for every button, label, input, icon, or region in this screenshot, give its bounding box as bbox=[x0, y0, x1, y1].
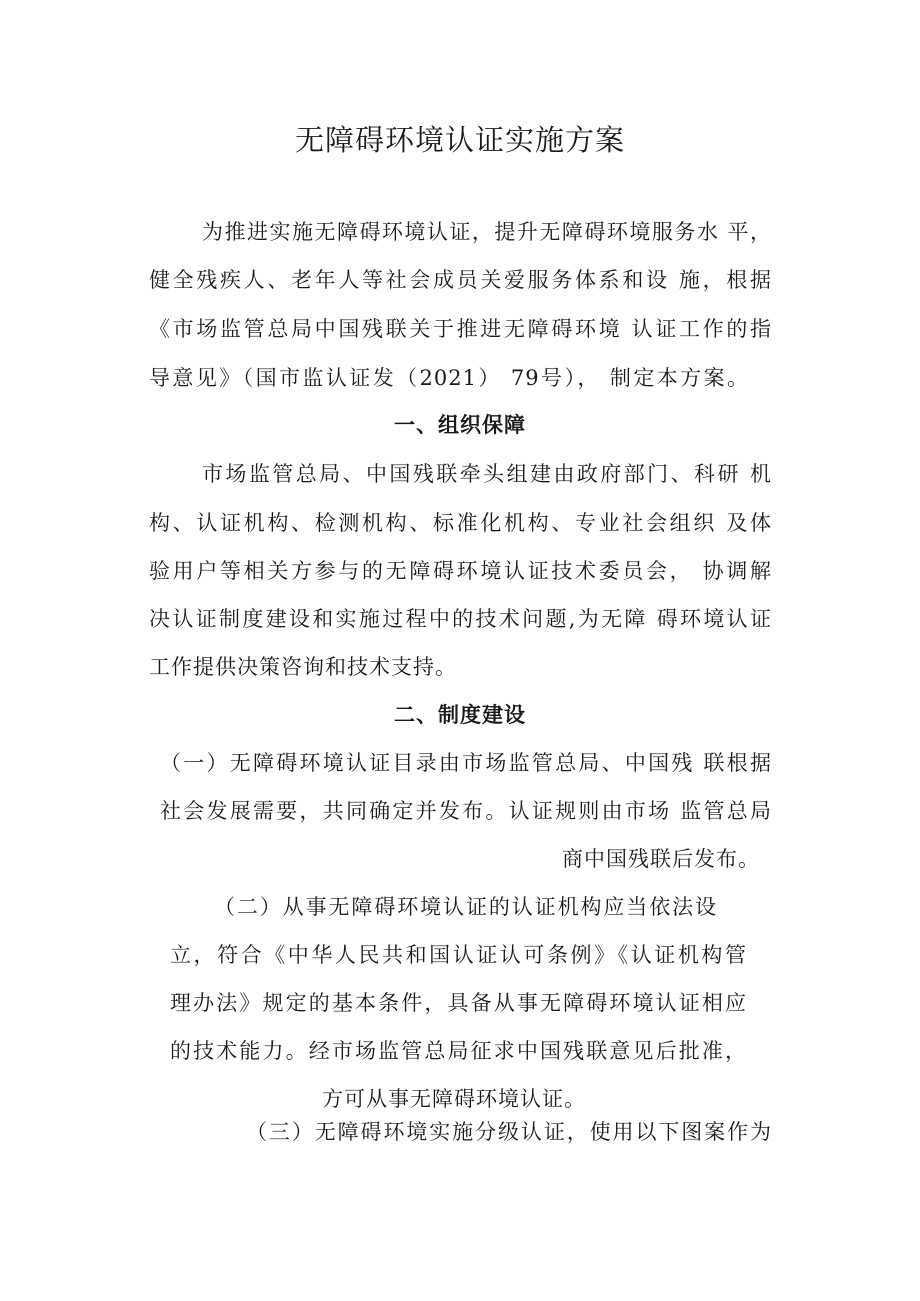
item2-line-2: 立，符合《中华人民共和国认证认可条例》《认证机构管 bbox=[170, 943, 747, 967]
intro-line-1: 为推进实施无障碍环境认证，提升无障碍环境服务水 平， bbox=[202, 220, 772, 244]
document-title: 无障碍环境认证实施方案 bbox=[294, 123, 625, 157]
intro-line-4: 导意见》（国市监认证发（2021） 79号）， 制定本方案。 bbox=[149, 366, 749, 390]
item1-line-3: 商中国残联后发布。 bbox=[562, 847, 760, 871]
item2-line-1: （二）从事无障碍环境认证的认证机构应当依法设 bbox=[214, 895, 717, 919]
item1-line-1: （一）无障碍环境认证目录由市场监管总局、中国残 联根据 bbox=[160, 751, 772, 775]
item2-line-4: 的技术能力。经市场监管总局征求中国残联意见后批准， bbox=[170, 1039, 747, 1063]
section1-line-2: 构、认证机构、检测机构、标准化机构、专业社会组织 及体 bbox=[149, 511, 772, 535]
item2-line-3: 理办法》规定的基本条件，具备从事无障碍环境认证相应 bbox=[170, 991, 747, 1015]
section1-line-4: 决认证制度建设和实施过程中的技术问题,为无障 碍环境认证 bbox=[149, 607, 772, 631]
section1-line-5: 工作提供决策咨询和技术支持。 bbox=[149, 655, 457, 679]
item1-line-2: 社会发展需要，共同确定并发布。认证规则由市场 监管总局 bbox=[160, 799, 772, 823]
item2-line-5: 方可从事无障碍环境认证。 bbox=[322, 1087, 586, 1111]
section1-line-3: 验用户等相关方参与的无障碍环境认证技术委员会， 协调解 bbox=[149, 559, 772, 583]
section-heading-organization: 一、组织保障 bbox=[394, 413, 526, 437]
item3-line-1: （三）无障碍环境实施分级认证，使用以下图案作为 bbox=[246, 1120, 772, 1144]
section-heading-institution: 二、制度建设 bbox=[394, 703, 526, 727]
intro-line-2: 健全残疾人、老年人等社会成员关爱服务体系和设 施，根据 bbox=[149, 268, 772, 292]
intro-line-3: 《市场监管总局中国残联关于推进无障碍环境 认证工作的指 bbox=[149, 317, 772, 341]
section1-line-1: 市场监管总局、中国残联牵头组建由政府部门、科研 机 bbox=[202, 462, 772, 486]
